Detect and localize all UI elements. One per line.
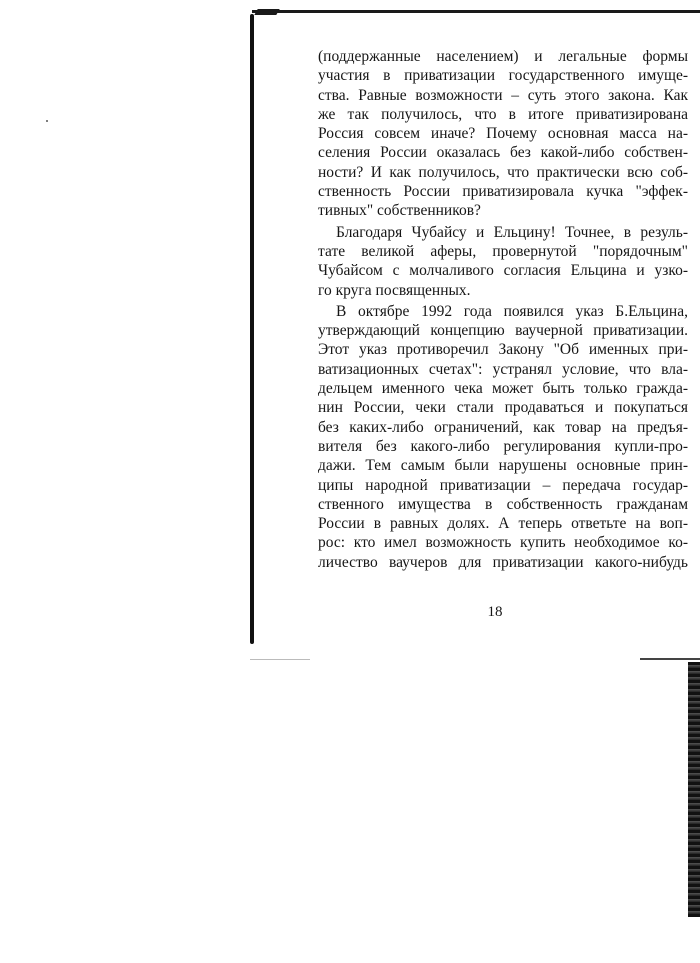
text-line: ности? И как получилось, что практически всю соб- bbox=[318, 163, 688, 181]
text-line: ватизационных счетах": устранял условие, что вла- bbox=[318, 360, 688, 378]
text-line: Чубайсом с молчаливого согласия Ельцина и узко- bbox=[318, 262, 688, 280]
text-line: рос: кто имел возможность купить необходимое ко- bbox=[318, 534, 688, 552]
page-bottom-edge-right bbox=[640, 658, 700, 660]
text-line: ства. Равные возможности – суть этого закона. Как bbox=[318, 86, 688, 104]
text-line: ственного имущества в собственность гражданам bbox=[318, 495, 688, 513]
paragraph-2 bbox=[318, 223, 688, 300]
text-line: России в равных долях. А теперь ответьте на воп- bbox=[318, 515, 688, 533]
text-line: дельцем именного чека может быть только гражда- bbox=[318, 380, 688, 398]
text-line: же так получилось, что в итоге приватизирована bbox=[318, 105, 688, 123]
text-line: Россия совсем иначе? Почему основная масса на- bbox=[318, 125, 688, 143]
text-line: тивных" собственников? bbox=[318, 202, 481, 220]
page-bottom-edge-left bbox=[250, 659, 310, 660]
text-line: В октябре 1992 года появился указ Б.Ельцина, bbox=[336, 302, 688, 320]
page-left-edge bbox=[250, 14, 254, 644]
body-text bbox=[318, 47, 688, 572]
text-line: ципы народной приватизации – передача государ- bbox=[318, 476, 688, 494]
page-corner-mark bbox=[254, 9, 279, 15]
paragraph-1 bbox=[318, 47, 688, 221]
text-line: Этот указ противоречил Закону "Об именных при- bbox=[318, 341, 688, 359]
scan-speck bbox=[46, 120, 48, 122]
text-line: нин России, чеки стали продаваться и покупаться bbox=[318, 399, 688, 417]
paragraph-3 bbox=[318, 302, 688, 572]
text-line: го круга посвященных. bbox=[318, 281, 471, 299]
text-line: ственность России приватизировала кучка "эффек- bbox=[318, 183, 688, 201]
next-page-edge bbox=[688, 662, 700, 917]
text-line: (поддержанные населением) и легальные формы bbox=[318, 48, 688, 65]
text-line: участия в приватизации государственного имуще- bbox=[318, 67, 688, 85]
page-number: 18 bbox=[487, 604, 503, 620]
text-line: селения России оказалась без какой-либо собствен- bbox=[318, 144, 688, 162]
text-line: Благодаря Чубайсу и Ельцину! Точнее, в резуль- bbox=[336, 223, 688, 241]
page-top-edge bbox=[252, 10, 700, 13]
text-line: вителя без какого-либо регулирования купли-про- bbox=[318, 437, 688, 455]
text-line: без каких-либо ограничений, как товар на предъя- bbox=[318, 418, 688, 436]
text-line: дажи. Тем самым были нарушены основные прин- bbox=[318, 457, 688, 475]
text-line: тате великой аферы, провернутой "порядочным" bbox=[318, 242, 688, 260]
text-line: утверждающий концепцию ваучерной приватизации. bbox=[318, 322, 688, 340]
text-line: личество ваучеров для приватизации какого-нибудь bbox=[318, 553, 688, 571]
